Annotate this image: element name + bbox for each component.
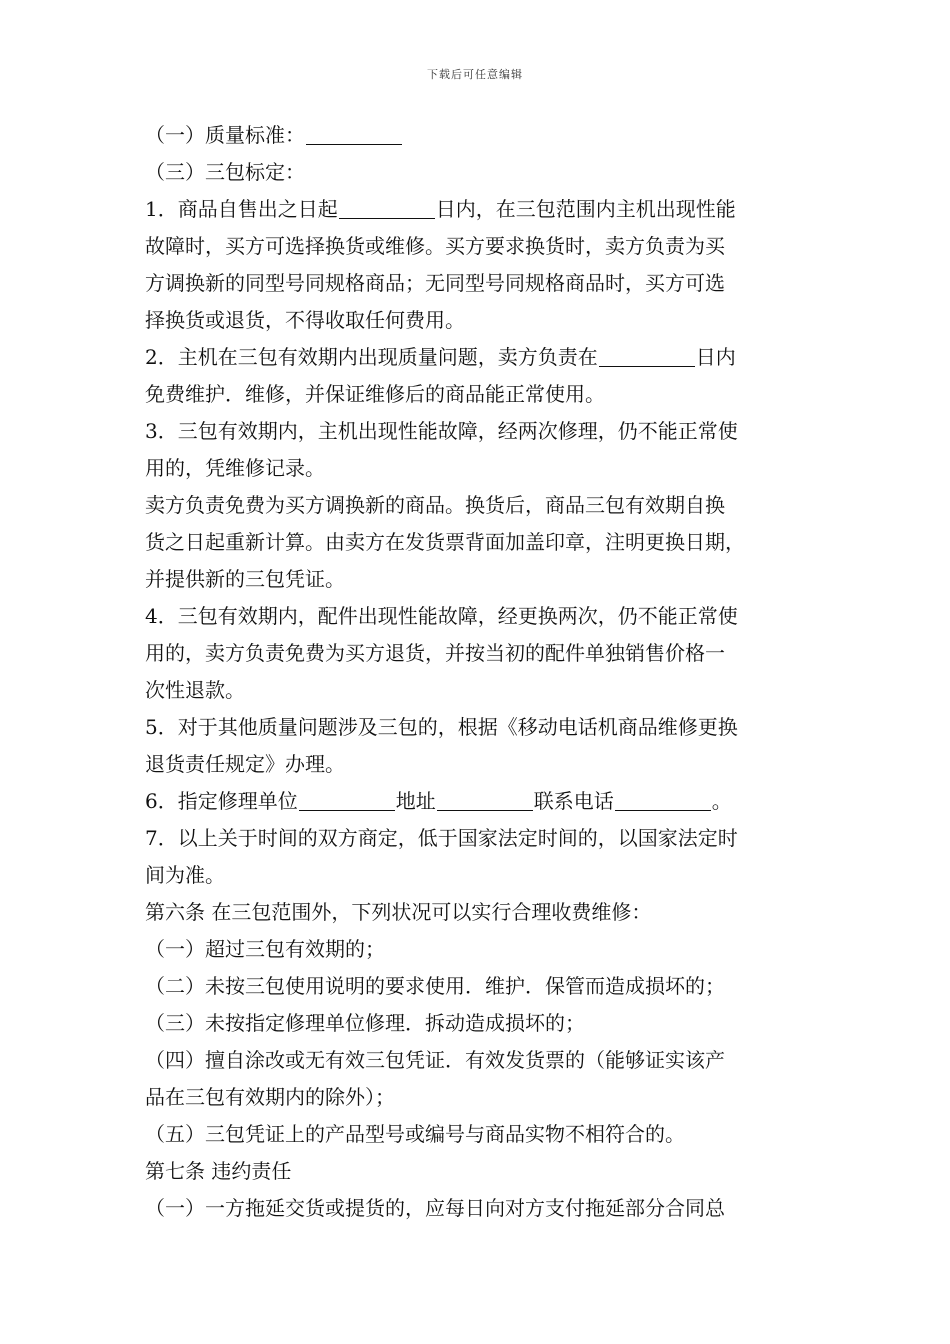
- text-segment: 。: [711, 789, 732, 813]
- text-segment: 联系电话: [533, 789, 614, 813]
- section-heading: 第六条 在三包范围外，下列状况可以实行合理收费维修：: [145, 900, 652, 924]
- text-line: [145, 339, 815, 376]
- text-line: （一）一方拖延交货或提货的，应每日向对方支付拖延部分合同总: [145, 1196, 725, 1220]
- text-line: （二）未按三包使用说明的要求使用．维护．保管而造成损坏的；: [145, 974, 725, 998]
- document-body: [145, 117, 815, 1227]
- page-header: 下载后可任意编辑: [427, 68, 523, 81]
- text-line: （三）三包标定：: [145, 160, 305, 184]
- text-line: 货之日起重新计算。由卖方在发货票背面加盖印章，注明更换日期，: [145, 530, 745, 554]
- fill-in-blank: [437, 788, 533, 811]
- text-line: （四）擅自涂改或无有效三包凭证．有效发货票的（能够证实该产: [145, 1048, 725, 1072]
- fill-in-blank: [339, 196, 435, 219]
- text-line: 方调换新的同型号同规格商品；无同型号同规格商品时，买方可选: [145, 271, 725, 295]
- text-line: 4．三包有效期内，配件出现性能故障，经更换两次，仍不能正常使: [145, 604, 738, 628]
- text-line: 故障时，买方可选择换货或维修。买方要求换货时，卖方负责为买: [145, 234, 725, 258]
- text-line: 间为准。: [145, 863, 225, 887]
- fill-in-blank: [299, 788, 395, 811]
- fill-in-blank: [306, 122, 402, 145]
- text-line: 品在三包有效期内的除外）；: [145, 1085, 395, 1109]
- fill-in-blank: [615, 788, 711, 811]
- text-segment: 2．主机在三包有效期内出现质量问题，卖方负责在: [145, 345, 598, 369]
- text-line: [145, 117, 815, 154]
- text-line: （五）三包凭证上的产品型号或编号与商品实物不相符合的。: [145, 1122, 685, 1146]
- text-line: 次性退款。: [145, 678, 245, 702]
- text-segment: 日内: [695, 345, 736, 369]
- text-segment: 6．指定修理单位: [145, 789, 298, 813]
- quality-standard-label: （一）质量标准：: [145, 123, 305, 147]
- text-line: 7．以上关于时间的双方商定，低于国家法定时间的，以国家法定时: [145, 826, 738, 850]
- text-line: 3．三包有效期内，主机出现性能故障，经两次修理，仍不能正常使: [145, 419, 738, 443]
- text-line: 用的，凭维修记录。: [145, 456, 325, 480]
- text-segment: 地址: [395, 789, 436, 813]
- text-line: 免费维护．维修，并保证维修后的商品能正常使用。: [145, 382, 605, 406]
- text-line: 退货责任规定》办理。: [145, 752, 345, 776]
- text-line: 5．对于其他质量问题涉及三包的，根据《移动电话机商品维修更换: [145, 715, 738, 739]
- text-line: [145, 783, 815, 820]
- section-heading: 第七条 违约责任: [145, 1159, 292, 1183]
- text-segment: 日内，在三包范围内主机出现性能: [435, 197, 736, 221]
- text-line: （三）未按指定修理单位修理．拆动造成损坏的；: [145, 1011, 585, 1035]
- text-line: 并提供新的三包凭证。: [145, 567, 345, 591]
- text-line: [145, 191, 815, 228]
- fill-in-blank: [599, 344, 695, 367]
- text-line: 卖方负责免费为买方调换新的商品。换货后，商品三包有效期自换: [145, 493, 725, 517]
- text-line: 用的，卖方负责免费为买方退货，并按当初的配件单独销售价格一: [145, 641, 725, 665]
- text-line: 择换货或退货，不得收取任何费用。: [145, 308, 465, 332]
- text-segment: 1．商品自售出之日起: [145, 197, 338, 221]
- text-line: （一）超过三包有效期的；: [145, 937, 385, 961]
